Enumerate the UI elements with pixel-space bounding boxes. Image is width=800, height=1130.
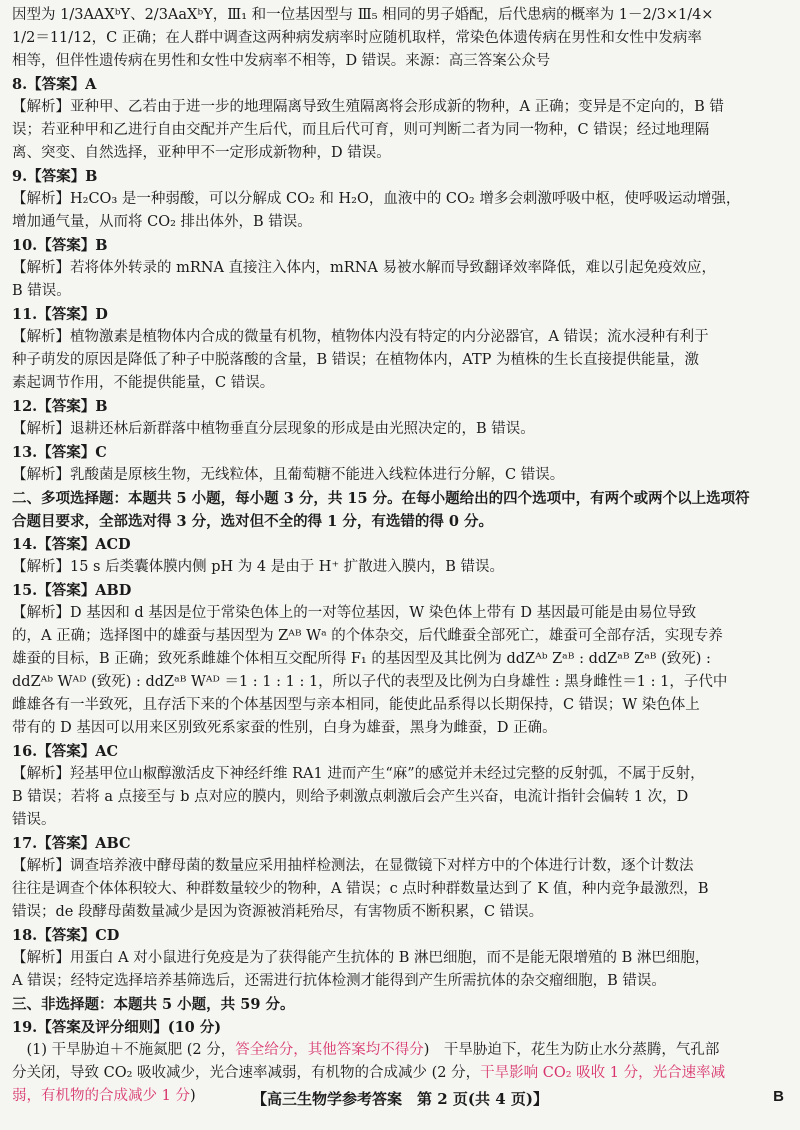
explanation-line: 误；若亚种甲和乙进行自由交配并产生后代，而且后代可育，则可判断二者为同一物种，C 错误；经过地理隔 xyxy=(12,122,710,138)
explanation-line: 雌雄各有一半致死，且存活下来的个体基因型与亲本相同，能使此品系得以长期保持，C 错误；W 染色体上 xyxy=(12,697,700,713)
answer-heading: 17.【答案】ABC xyxy=(12,835,131,852)
grading-note: 弱，有机物的合成减少 1 分 xyxy=(12,1088,190,1104)
answer-heading: 10.【答案】B xyxy=(12,237,108,254)
explanation-line: B 错误；若将 a 点接至与 b 点对应的膜内，则给予刺激点刺激后会产生兴奋，电流计指针会偏转 1 次，D xyxy=(12,789,689,805)
explanation-line: 因型为 1/3AAXᵇY、2/3AaXᵇY，Ⅲ₁ 和一位基因型与 Ⅲ₅ 相同的男子婚配，后代患病的概率为 1－2/3×1/4× xyxy=(12,7,714,23)
explanation-line: 种子萌发的原因是降低了种子中脱落酸的含量，B 错误；在植物体内，ATP 为植株的生长直接提供能量，激 xyxy=(12,352,699,368)
answer-heading: 15.【答案】ABD xyxy=(12,582,132,599)
answer-heading: 9.【答案】B xyxy=(12,168,98,185)
section-heading: 合题目要求，全部选对得 3 分，选对但不全的得 1 分，有选错的得 0 分。 xyxy=(12,513,494,530)
grading-note: 答全给分，其他答案均不得分 xyxy=(235,1042,424,1058)
section-heading: 二、多项选择题：本题共 5 小题，每小题 3 分，共 15 分。在每小题给出的四个选项中，有两个或两个以上选项符 xyxy=(12,490,750,507)
explanation-line: 往往是调查个体体积较大、种群数量较少的物种，A 错误；c 点时种群数量达到了 K 值，种内竞争最激烈，B xyxy=(12,881,709,897)
q19-text: ) 干旱胁迫下，花生为防止水分蒸腾，气孔部 xyxy=(423,1042,720,1058)
explanation-line: 【解析】D 基因和 d 基因是位于常染色体上的一对等位基因，W 染色体上带有 D 基因最可能是由易位导致 xyxy=(12,605,697,621)
answer-heading: 13.【答案】C xyxy=(12,444,107,461)
explanation-line: 雄蚕的目标，B 正确；致死系雌雄个体相互交配所得 F₁ 的基因型及其比例为 ddZᴬᵇ Zᵃᴮ : ddZᵃᴮ Zᵃᴮ (致死) : xyxy=(12,651,711,667)
explanation-line: 【解析】15 s 后类囊体膜内侧 pH 为 4 是由于 H⁺ 扩散进入膜内，B 错误。 xyxy=(12,559,504,575)
explanation-line: 【解析】亚种甲、乙若由于进一步的地理隔离导致生殖隔离将会形成新的物种，A 正确；变异是不定向的，B 错 xyxy=(12,99,724,115)
explanation-line: 【解析】羟基甲位山椒醇激活皮下神经纤维 RA1 进而产生“麻”的感觉并未经过完整的反射弧，不属于反射， xyxy=(12,766,705,782)
section-heading: 三、非选择题：本题共 5 小题，共 59 分。 xyxy=(12,996,295,1013)
explanation-line: ddZᴬᵇ Wᴬᴰ (致死) : ddZᵃᴮ Wᴬᴰ ＝1 : 1 : 1 : 1，所以子代的表型及比例为白身雄性 : 黑身雌性＝1 : 1，子代中 xyxy=(12,674,728,690)
explanation-line: 的，A 正确；选择图中的雄蚕与基因型为 Zᴬᴮ Wᵃ 的个体杂交，后代雌蚕全部死亡，雄蚕可全部存活，实现专养 xyxy=(12,628,723,644)
explanation-line: 素起调节作用，不能提供能量，C 错误。 xyxy=(12,375,275,391)
explanation-line: 离、突变、自然选择，亚种甲不一定形成新物种，D 错误。 xyxy=(12,145,391,161)
page-footer: 【高三生物学参考答案 第 2 页(共 4 页)】 xyxy=(252,1090,548,1108)
edition-mark: B xyxy=(773,1088,784,1105)
answer-heading: 14.【答案】ACD xyxy=(12,536,131,553)
answer-heading: 8.【答案】A xyxy=(12,76,97,93)
explanation-line: 【解析】退耕还林后新群落中植物垂直分层现象的形成是由光照决定的，B 错误。 xyxy=(12,421,535,437)
q19-line-1 xyxy=(12,1039,788,1062)
explanation-line: 增加通气量，从而将 CO₂ 排出体外，B 错误。 xyxy=(12,214,312,230)
explanation-line: 错误。 xyxy=(12,812,56,828)
answer-heading: 19.【答案及评分细则】(10 分) xyxy=(12,1019,222,1036)
q19-text: (1) 干旱胁迫＋不施氮肥 (2 分， xyxy=(12,1042,236,1058)
explanation-line: 【解析】乳酸菌是原核生物，无线粒体，且葡萄糖不能进入线粒体进行分解，C 错误。 xyxy=(12,467,565,483)
answer-text-body xyxy=(12,4,788,1039)
q19-line-2 xyxy=(12,1062,788,1085)
explanation-line: 错误；de 段酵母菌数量减少是因为资源被消耗殆尽，有害物质不断积累，C 错误。 xyxy=(12,904,544,920)
answer-heading: 11.【答案】D xyxy=(12,306,108,323)
explanation-line: B 错误。 xyxy=(12,283,71,299)
answer-heading: 18.【答案】CD xyxy=(12,927,120,944)
explanation-line: 【解析】用蛋白 A 对小鼠进行免疫是为了获得能产生抗体的 B 淋巴细胞，而不是能无限增殖的 B 淋巴细胞， xyxy=(12,950,710,966)
explanation-line: 【解析】植物激素是植物体内合成的微量有机物，植物体内没有特定的内分泌器官，A 错误；流水浸种有利于 xyxy=(12,329,709,345)
explanation-line: A 错误；经特定选择培养基筛选后，还需进行抗体检测才能得到产生所需抗体的杂交瘤细胞，B 错误。 xyxy=(12,973,666,989)
explanation-line: 【解析】若将体外转录的 mRNA 直接注入体内，mRNA 易被水解而导致翻译效率降低，难以引起免疫效应， xyxy=(12,260,716,276)
answer-heading: 12.【答案】B xyxy=(12,398,108,415)
q19-text: ) xyxy=(189,1088,196,1104)
explanation-line: 【解析】H₂CO₃ 是一种弱酸，可以分解成 CO₂ 和 H₂O，血液中的 CO₂ 增多会刺激呼吸中枢，使呼吸运动增强， xyxy=(12,191,741,207)
explanation-line: 相等，但伴性遗传病在男性和女性中发病率不相等，D 错误。来源：高三答案公众号 xyxy=(12,53,551,69)
explanation-line: 【解析】调查培养液中酵母菌的数量应采用抽样检测法，在显微镜下对样方中的个体进行计数，逐个计数法 xyxy=(12,858,694,874)
explanation-line: 带有的 D 基因可以用来区别致死系家蚕的性别，白身为雄蚕，黑身为雌蚕，D 正确。 xyxy=(12,720,557,736)
explanation-line: 1/2＝11/12，C 正确；在人群中调查这两种病发病率时应随机取样，常染色体遗传病在男性和女性中发病率 xyxy=(12,30,702,46)
grading-note: 干旱影响 CO₂ 吸收 1 分，光合速率减 xyxy=(480,1065,726,1081)
answer-heading: 16.【答案】AC xyxy=(12,743,119,760)
q19-text: 分关闭，导致 CO₂ 吸收减少，光合速率减弱，有机物的合成减少 (2 分， xyxy=(12,1065,481,1081)
